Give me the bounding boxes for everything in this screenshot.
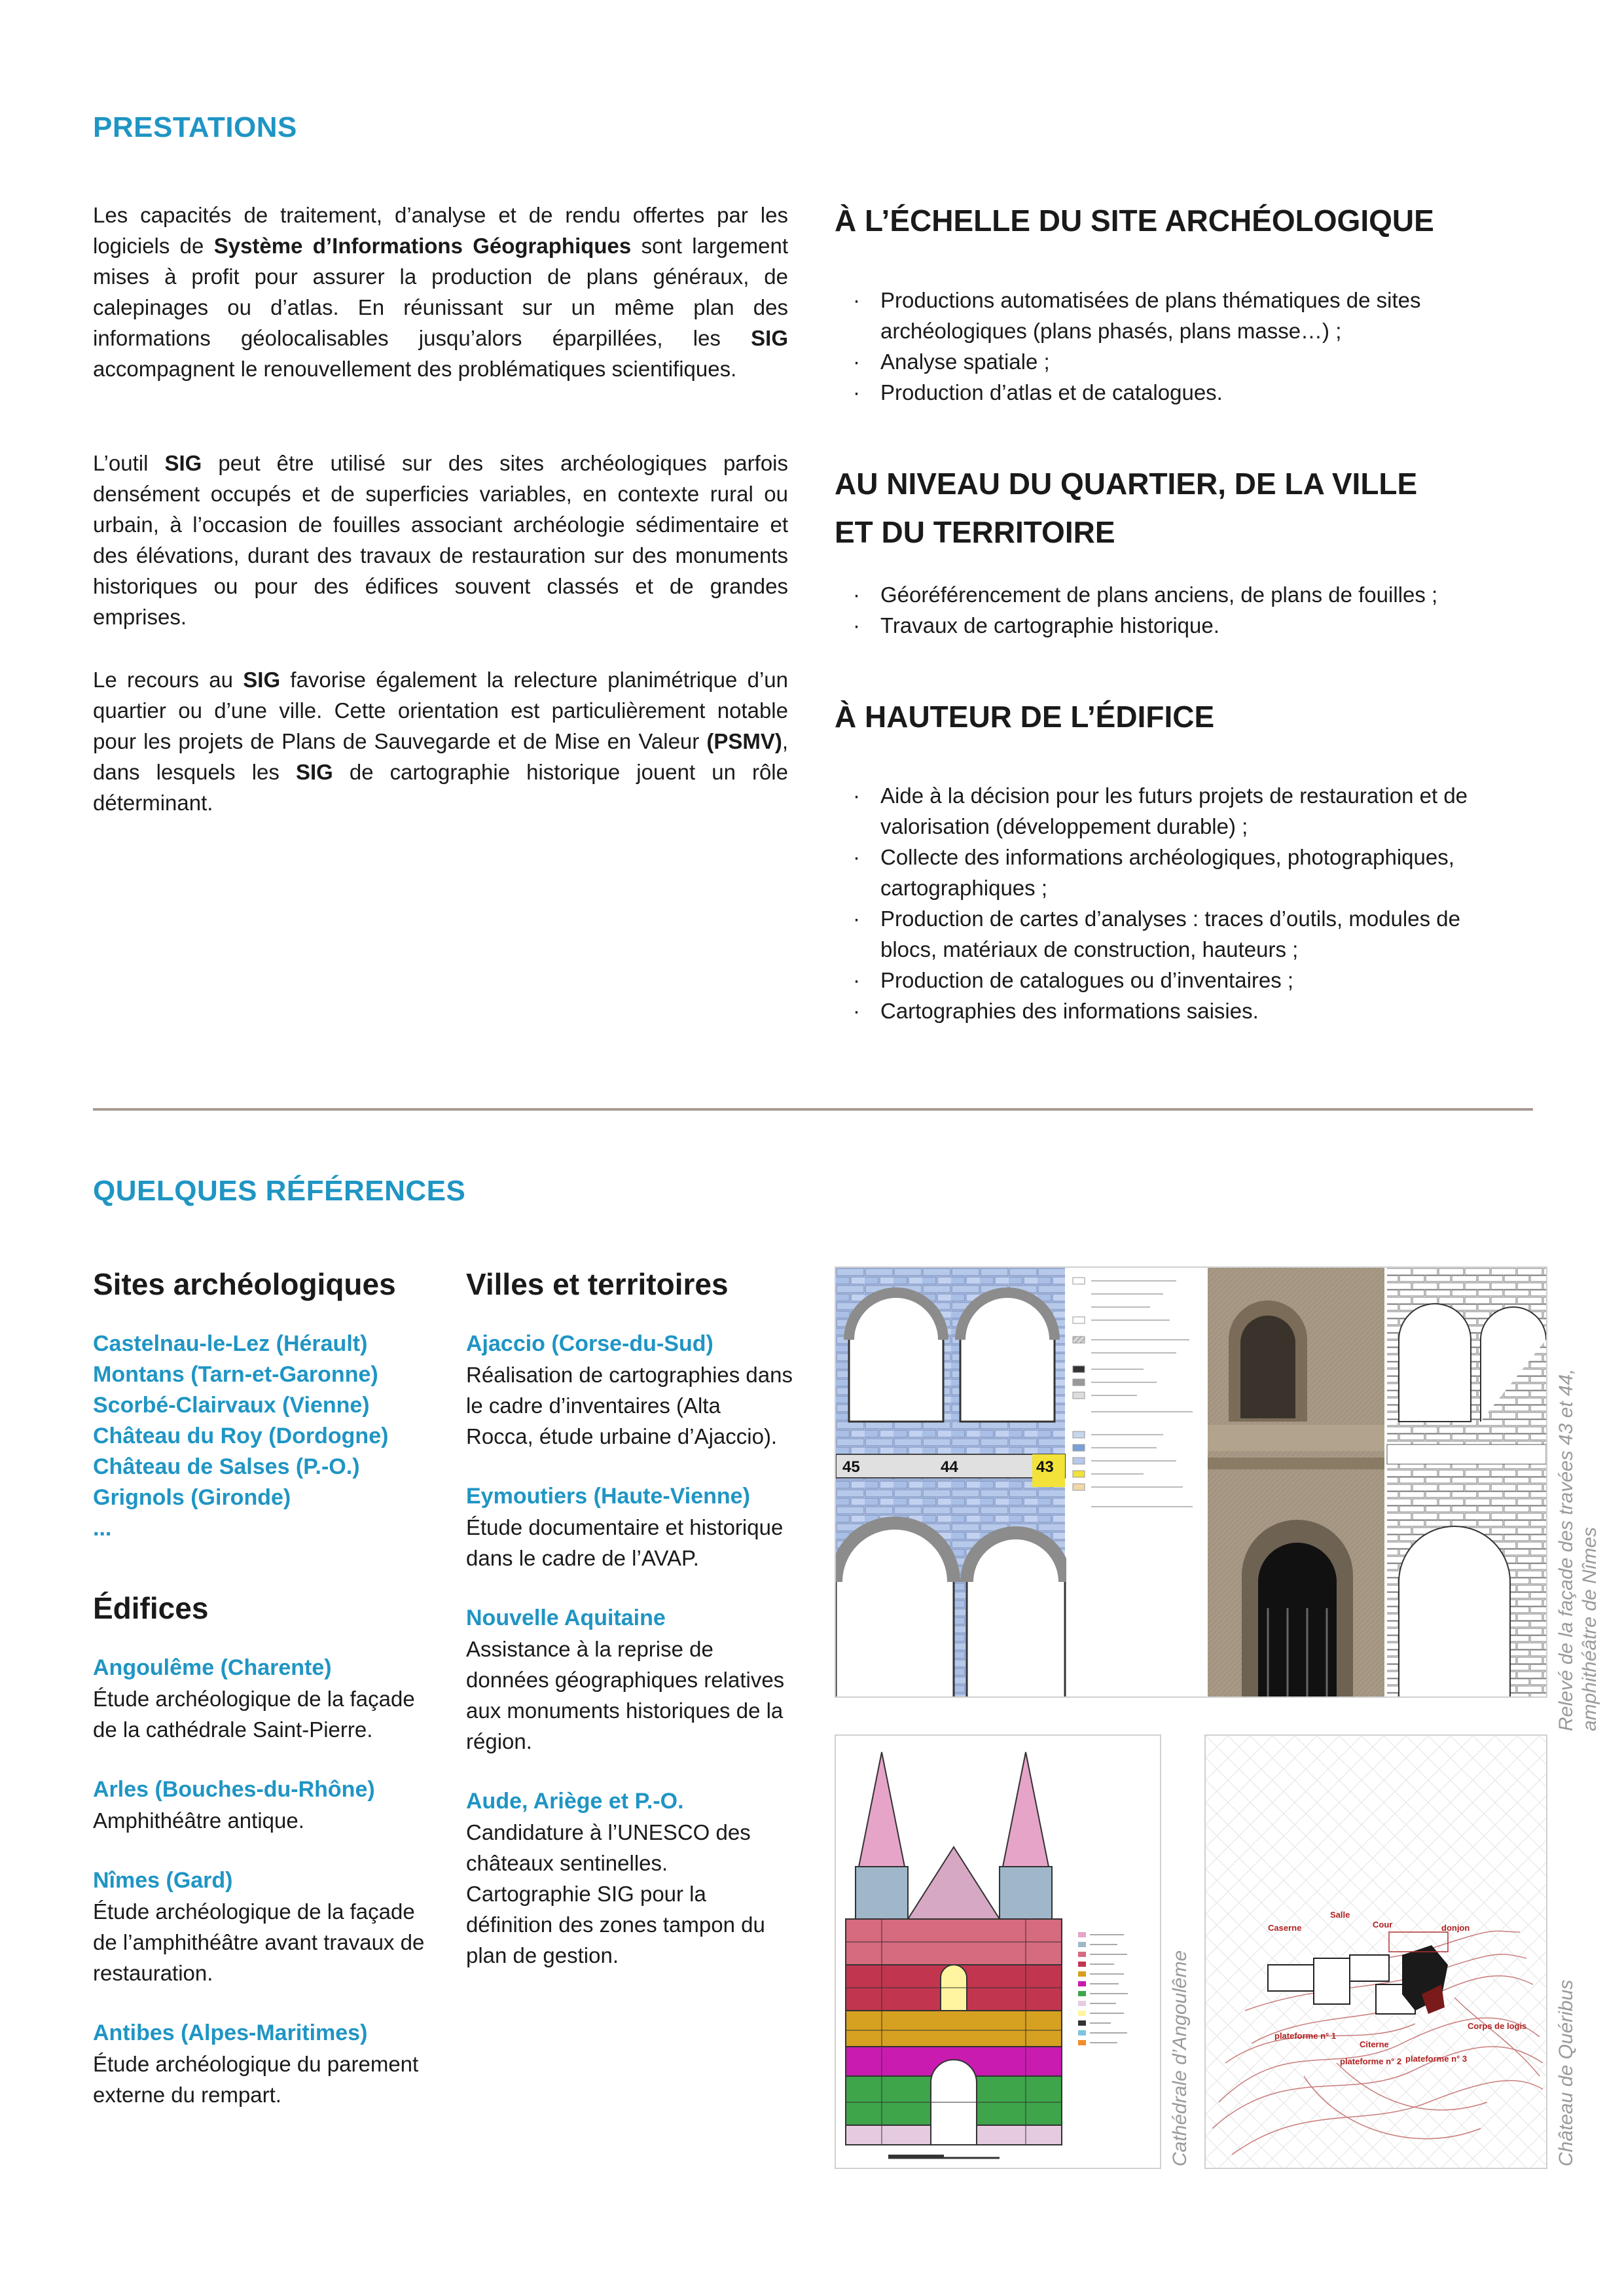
travee-label: 43 <box>1036 1458 1054 1476</box>
reference-desc: Candidature à l’UNESCO des châteaux sentinelles. Cartographie SIG pour la définition des zones tampon du plan de gestion. <box>466 1820 765 1967</box>
reference-name: Nîmes (Gard) <box>93 1868 233 1893</box>
list-item: · Travaux de cartographie historique. <box>835 610 1496 641</box>
reference-desc: Amphithéâtre antique. <box>93 1808 304 1833</box>
caption-line: Relevé de la façade des travées 43 et 44, <box>1555 1369 1577 1731</box>
list-item: · Productions automatisées de plans thématiques de sites archéologiques (plans phasés, plans masse…) ; <box>835 285 1496 346</box>
queribus-caption: Château de Quéribus <box>1555 1979 1577 2166</box>
travee-label: 44 <box>941 1458 958 1476</box>
map-label: plateforme n° 1 <box>1274 2031 1337 2041</box>
list-item: Grignols (Gironde) <box>93 1485 291 1510</box>
reference-desc: Étude documentaire et historique dans le cadre de l’AVAP. <box>466 1515 784 1570</box>
reference-desc: Étude archéologique du parement externe du rempart. <box>93 2052 419 2107</box>
text-run: Les capacités de traitement, d’analyse et de rendu offertes par les logiciels de <box>93 203 788 258</box>
reference-name: Arles (Bouches-du-Rhône) <box>93 1777 375 1802</box>
title-line: ET DU TERRITOIRE <box>835 515 1115 549</box>
reference-desc: Assistance à la reprise de données géographiques relatives aux monuments historiques de la région. <box>466 1637 785 1753</box>
map-label: plateforme n° 2 <box>1340 2056 1402 2066</box>
prestations-title: PRESTATIONS <box>93 111 297 143</box>
reference-name: Ajaccio (Corse-du-Sud) <box>466 1331 713 1356</box>
list-item: Castelnau-le-Lez (Hérault) <box>93 1331 368 1356</box>
text-run: accompagnent le renouvellement des problématiques scientifiques. <box>93 357 737 381</box>
list-item <box>466 1603 793 1757</box>
nimes-facade-drawing <box>836 1268 1546 1696</box>
queribus-map <box>1206 1736 1546 2168</box>
reference-name: Aude, Ariège et P.-O. <box>466 1789 684 1814</box>
list-item: Montans (Tarn-et-Garonne) <box>93 1362 378 1387</box>
reference-name: Eymoutiers (Haute-Vienne) <box>466 1484 750 1509</box>
reference-name: Nouvelle Aquitaine <box>466 1605 666 1630</box>
travee-label: 45 <box>842 1458 860 1476</box>
list-item: Château de Salses (P.-O.) <box>93 1454 360 1479</box>
caption-line: amphithéâtre de Nîmes <box>1579 1527 1600 1731</box>
sites-list <box>93 1329 446 1544</box>
list-item: Château du Roy (Dordogne) <box>93 1424 389 1448</box>
reference-name: Antibes (Alpes-Maritimes) <box>93 2020 368 2045</box>
prestations-paragraph-2 <box>93 448 788 632</box>
site-list <box>835 285 1496 408</box>
text-run: Le recours au <box>93 668 244 692</box>
angouleme-figure <box>835 1734 1161 2169</box>
text-run: , dans lesquels les <box>93 729 788 784</box>
list-item: · Cartographies des informations saisies. <box>835 996 1496 1026</box>
text-run: sont largement mises à profit pour assurer la production de plans généraux, de calepinages ou d’atlas. En réunissant sur un même plan des informations géolocalisables jusqu’alors éparpillées, les <box>93 234 788 350</box>
list-item: Scorbé-Clairvaux (Vienne) <box>93 1393 370 1418</box>
section-divider <box>93 1108 1533 1111</box>
text-run-bold: SIG <box>164 451 202 475</box>
map-label: Corps de logis <box>1468 2021 1527 2031</box>
map-label: Citerne <box>1360 2039 1389 2049</box>
references-title: QUELQUES RÉFÉRENCES <box>93 1175 466 1207</box>
map-label: Salle <box>1330 1910 1350 1920</box>
list-item <box>466 1786 793 1971</box>
edifices-title: Édifices <box>93 1591 209 1625</box>
text-run-bold: SIG <box>295 760 333 784</box>
list-item: · Production de cartes d’analyses : traces d’outils, modules de blocs, matériaux de construction, hauteurs ; <box>835 903 1496 965</box>
villes-list <box>466 1329 793 1971</box>
edifices-list <box>93 1653 433 2110</box>
sites-title: Sites archéologiques <box>93 1267 396 1301</box>
edifice-list <box>835 780 1496 1026</box>
site-section-title: À L’ÉCHELLE DU SITE ARCHÉOLOGIQUE <box>835 204 1434 238</box>
list-item: · Production d’atlas et de catalogues. <box>835 377 1496 408</box>
text-run-bold: SIG <box>751 326 788 350</box>
list-item: ... <box>93 1516 112 1541</box>
prestations-paragraph-1 <box>93 200 788 384</box>
list-item: · Aide à la décision pour les futurs projets de restauration et de valorisation (développement durable) ; <box>835 780 1496 842</box>
list-item <box>93 1865 433 1988</box>
quartier-list <box>835 579 1496 641</box>
queribus-figure <box>1204 1734 1547 2169</box>
text-run: peut être utilisé sur des sites archéologiques parfois densément occupés et de superficies variables, en contexte rural ou urbain, à l’occasion de fouilles associant archéologie sédimentaire et des élévations, durant des travaux de restauration sur des monuments historiques ou pour des édifices souvent classés et de grandes emprises. <box>93 451 788 629</box>
list-item <box>93 2018 433 2110</box>
list-item: · Production de catalogues ou d’inventaires ; <box>835 965 1496 996</box>
quartier-section-title <box>835 459 1417 556</box>
reference-desc: Réalisation de cartographies dans le cadre d’inventaires (Alta Rocca, étude urbaine d’Ajaccio). <box>466 1363 793 1448</box>
list-item: · Analyse spatiale ; <box>835 346 1496 377</box>
text-run: de cartographie historique jouent un rôle déterminant. <box>93 760 788 815</box>
map-label: donjon <box>1441 1923 1470 1933</box>
map-label: Caserne <box>1268 1923 1302 1933</box>
reference-desc: Étude archéologique de la façade de la cathédrale Saint-Pierre. <box>93 1687 415 1742</box>
text-run-bold: Système d’Informations Géographiques <box>213 234 632 258</box>
text-run-bold: (PSMV) <box>706 729 782 753</box>
list-item <box>466 1481 793 1573</box>
reference-desc: Étude archéologique de la façade de l’amphithéâtre avant travaux de restauration. <box>93 1899 425 1985</box>
nimes-caption <box>1555 1369 1602 1731</box>
list-item <box>93 1774 433 1836</box>
map-label: plateforme n° 3 <box>1405 2054 1468 2064</box>
text-run-bold: SIG <box>243 668 281 692</box>
list-item: · Collecte des informations archéologiques, photographiques, cartographiques ; <box>835 842 1496 903</box>
map-label: Cour <box>1373 1920 1393 1929</box>
list-item <box>466 1329 793 1452</box>
list-item <box>93 1653 433 1745</box>
text-run: favorise également la relecture planimétrique d’un quartier ou d’une ville. Cette orientation est particulièrement notable pour les projets de Plans de Sauvegarde et de Mise en Valeur <box>93 668 788 753</box>
list-item: · Géoréférencement de plans anciens, de plans de fouilles ; <box>835 579 1496 610</box>
title-line: AU NIVEAU DU QUARTIER, DE LA VILLE <box>835 467 1418 501</box>
angouleme-facade-drawing <box>836 1736 1160 2168</box>
reference-name: Angoulême (Charente) <box>93 1655 332 1680</box>
edifice-section-title: À HAUTEUR DE L’ÉDIFICE <box>835 700 1215 734</box>
text-run: L’outil <box>93 451 165 475</box>
nimes-facade-figure <box>835 1266 1547 1698</box>
villes-title: Villes et territoires <box>466 1267 729 1301</box>
angouleme-caption: Cathédrale d’Angoulême <box>1169 1950 1191 2166</box>
prestations-paragraph-3 <box>93 664 788 818</box>
